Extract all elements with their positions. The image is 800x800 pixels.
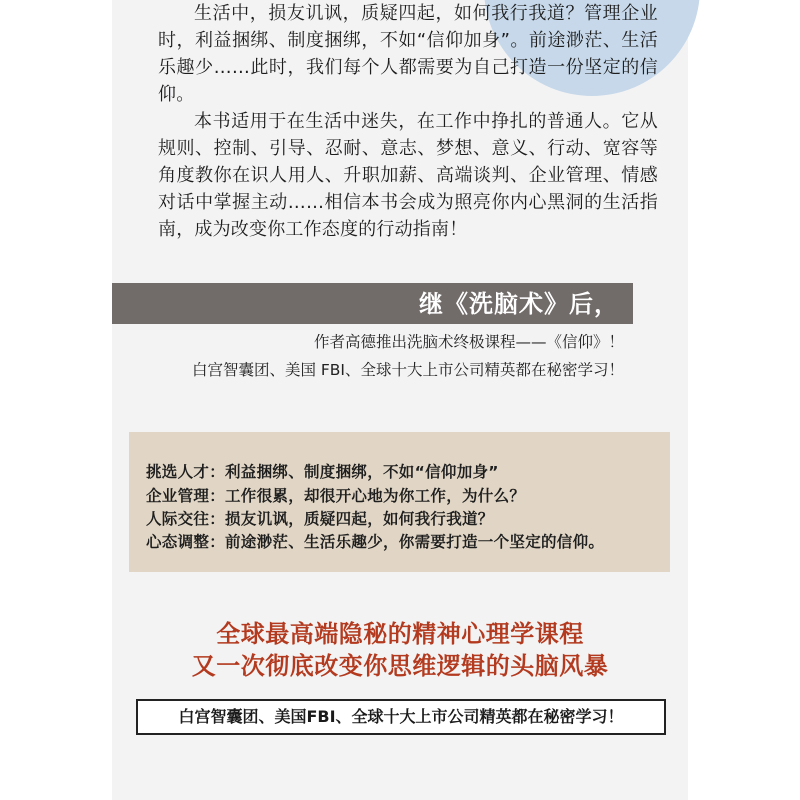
info-row-social: 人际交往：损友讥讽，质疑四起，如何我行我道？ — [146, 510, 494, 528]
bottom-banner-text: 白宫智囊团、美国FBI、全球十大上市公司精英都在秘密学习！ — [178, 707, 624, 726]
info-row-talent: 挑选人才：利益捆绑、制度捆绑，不如“信仰加身” — [146, 463, 499, 481]
intro-paragraph-2: 本书适用于在生活中迷失，在工作中挣扎的普通人。它从规则、控制、引导、忍耐、意志、梦想、意义、行动、宽容等角度教你在识人用人、升职加薪、高端谈判、企业管理、情感对话中掌握主动……相信本书会成为照亮你内心黑洞的生活指南，成为改变你工作态度的行动指南！ — [158, 111, 658, 240]
intro-paragraph-1: 生活中，损友讥讽，质疑四起，如何我行我道？管理企业时，利益捆绑、制度捆绑，不如“信仰加身”。前途渺茫、生活乐趣少……此时，我们每个人都需要为自己打造一份坚定的信仰。 — [158, 3, 658, 105]
subtitle-line-2: 白宫智囊团、美国 FBI、全球十大上市公司精英都在秘密学习！ — [191, 361, 624, 379]
banner-title: 继《洗脑术》后， — [419, 289, 619, 318]
bottom-banner — [136, 699, 666, 735]
headline-1: 全球最高端隐秘的精神心理学课程 — [216, 619, 584, 648]
info-row-mindset: 心态调整：前途渺茫、生活乐趣少，你需要打造一个坚定的信仰。 — [146, 533, 605, 551]
subtitle-line-1: 作者高德推出洗脑术终极课程——《信仰》！ — [313, 333, 624, 351]
info-box — [129, 432, 670, 572]
section-banner — [112, 283, 633, 324]
info-row-management: 企业管理：工作很累，却很开心地为你工作，为什么？ — [146, 487, 526, 505]
headline-2: 又一次彻底改变你思维逻辑的头脑风暴 — [191, 651, 609, 680]
